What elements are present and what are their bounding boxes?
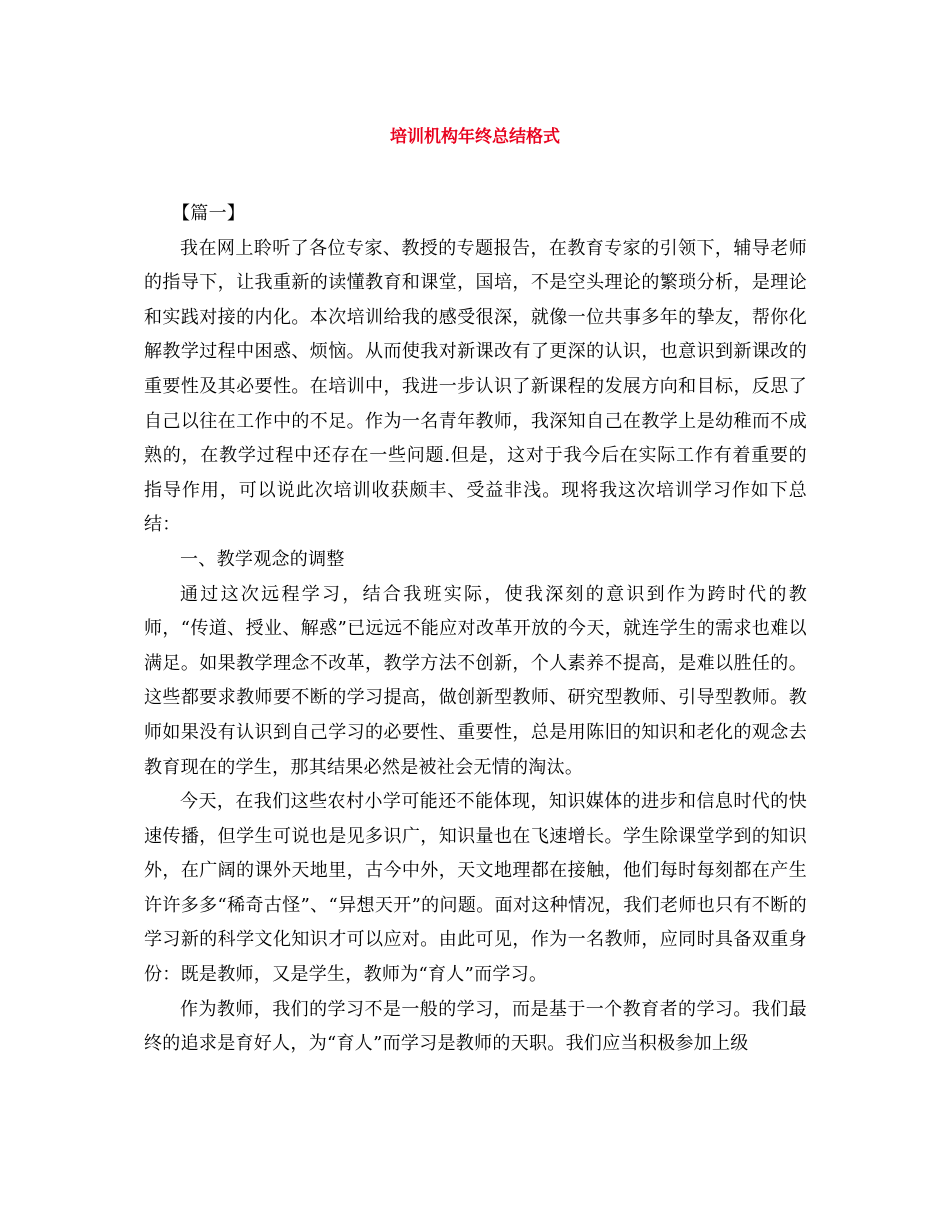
paragraph-teacher-learning: 作为教师，我们的学习不是一般的学习，而是基于一个教育者的学习。我们最终的追求是育好人，为“育人”而学习是教师的天职。我们应当积极参加上级 bbox=[144, 998, 807, 1055]
subheading-teaching-concept: 一、教学观念的调整 bbox=[180, 548, 345, 570]
document-body bbox=[144, 197, 807, 1062]
document-title: 培训机构年终总结格式 bbox=[390, 127, 560, 147]
section-label: 【篇一】 bbox=[172, 203, 246, 224]
paragraph-remote-learning: 通过这次远程学习，结合我班实际，使我深刻的意识到作为跨时代的教师，“传道、授业、解惑”已远远不能应对改革开放的今天，就连学生的需求也难以满足。如果教学理念不改革，教学方法不创新，个人素养不提高，是难以胜任的。这些都要求教师要不断的学习提高，做创新型教师、研究型教师、引导型教师。教师如果没有认识到自己学习的必要性、重要性，总是用陈旧的知识和老化的观念去教育现在的学生，那其结果必然是被社会无情的淘汰。 bbox=[144, 583, 807, 778]
paragraph-rural-school: 今天，在我们这些农村小学可能还不能体现，知识媒体的进步和信息时代的快速传播，但学生可说也是见多识广，知识量也在飞速增长。学生除课堂学到的知识外，在广阔的课外天地里，古今中外，天文地理都在接触，他们每时每刻都在产生许许多多“稀奇古怪”、“异想天开”的问题。面对这种情况，我们老师也只有不断的学习新的科学文化知识才可以应对。由此可见，作为一名教师，应同时具备双重身份：既是教师，又是学生，教师为“育人”而学习。 bbox=[144, 791, 807, 986]
paragraph-intro: 我在网上聆听了各位专家、教授的专题报告，在教育专家的引领下，辅导老师的指导下，让我重新的读懂教育和课堂，国培，不是空头理论的繁琐分析，是理论和实践对接的内化。本次培训给我的感受很深，就像一位共事多年的挚友，帮你化解教学过程中困惑、烦恼。从而使我对新课改有了更深的认识，也意识到新课改的重要性及其必要性。在培训中，我进一步认识了新课程的发展方向和目标，反思了自己以往在工作中的不足。作为一名青年教师，我深知自己在教学上是幼稚而不成熟的，在教学过程中还存在一些问题.但是，这对于我今后在实际工作有着重要的指导作用，可以说此次培训收获颇丰、受益非浅。现将我这次培训学习作如下总结： bbox=[144, 237, 807, 536]
